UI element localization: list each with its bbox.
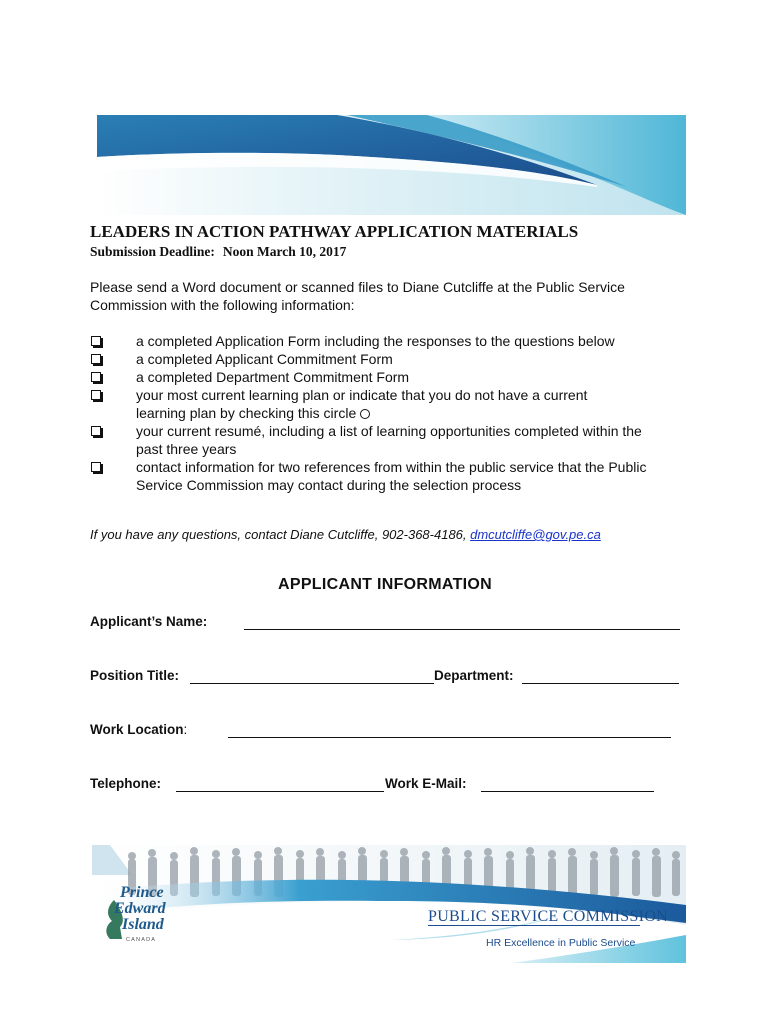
header-banner xyxy=(97,115,686,215)
department-field[interactable] xyxy=(522,683,679,684)
checklist-item: a completed Department Commitment Form xyxy=(90,368,690,386)
work-location-label: Work Location: xyxy=(90,722,188,737)
logo-prince-text: Prince xyxy=(120,884,164,901)
applicant-name-field[interactable] xyxy=(244,629,680,630)
logo-island-text: Island xyxy=(122,916,164,933)
checkbox-bullet-icon xyxy=(91,426,101,436)
logo-canada-text: CANADA xyxy=(126,937,157,943)
checkbox-bullet-icon xyxy=(91,462,101,472)
checklist-item: your current resumé, including a list of learning opportunities completed within the past three years xyxy=(90,422,690,458)
checkbox-bullet-icon xyxy=(91,390,101,400)
checkbox-bullet-icon xyxy=(91,372,101,382)
materials-checklist xyxy=(90,332,690,494)
learning-plan-circle-checkbox[interactable] xyxy=(360,409,370,419)
commission-name: PUBLIC SERVICE COMMISSION xyxy=(428,908,669,925)
work-email-field[interactable] xyxy=(481,791,654,792)
position-title-field[interactable] xyxy=(190,683,434,684)
checklist-item: a completed Application Form including the responses to the questions below xyxy=(90,332,690,350)
telephone-field[interactable] xyxy=(176,791,384,792)
checklist-item: your most current learning plan or indicate that you do not have a current learning plan by checking this circle xyxy=(90,386,690,422)
contact-text: If you have any questions, contact Diane Cutcliffe, 902-368-4186, xyxy=(90,527,471,542)
submission-deadline xyxy=(90,244,346,260)
checklist-item: contact information for two references from within the public service that the Public Service Commission may contact during the selection process xyxy=(90,458,690,494)
position-title-label: Position Title: xyxy=(90,668,180,683)
commission-tagline: HR Excellence in Public Service xyxy=(486,937,636,949)
contact-line xyxy=(90,527,601,542)
deadline-value: Noon March 10, 2017 xyxy=(222,244,347,259)
intro-paragraph: Please send a Word document or scanned files to Diane Cutcliffe at the Public Service Commission with the following information: xyxy=(90,279,625,313)
work-location-field[interactable] xyxy=(228,737,671,738)
checklist-item: a completed Applicant Commitment Form xyxy=(90,350,690,368)
deadline-label: Submission Deadline: xyxy=(90,244,215,259)
checkbox-bullet-icon xyxy=(91,336,101,346)
work-email-label: Work E-Mail: xyxy=(385,776,467,791)
applicant-information-heading: APPLICANT INFORMATION xyxy=(278,576,492,593)
applicant-name-label: Applicant’s Name: xyxy=(90,614,208,629)
checkbox-bullet-icon xyxy=(91,354,101,364)
document-title: LEADERS IN ACTION PATHWAY APPLICATION MATERIALS xyxy=(90,222,579,241)
telephone-label: Telephone: xyxy=(90,776,162,791)
footer-banner xyxy=(92,845,686,963)
logo-edward-text: Edward xyxy=(114,900,166,917)
contact-email-link[interactable]: dmcutcliffe@gov.pe.ca xyxy=(470,527,601,542)
department-label: Department: xyxy=(434,668,514,683)
